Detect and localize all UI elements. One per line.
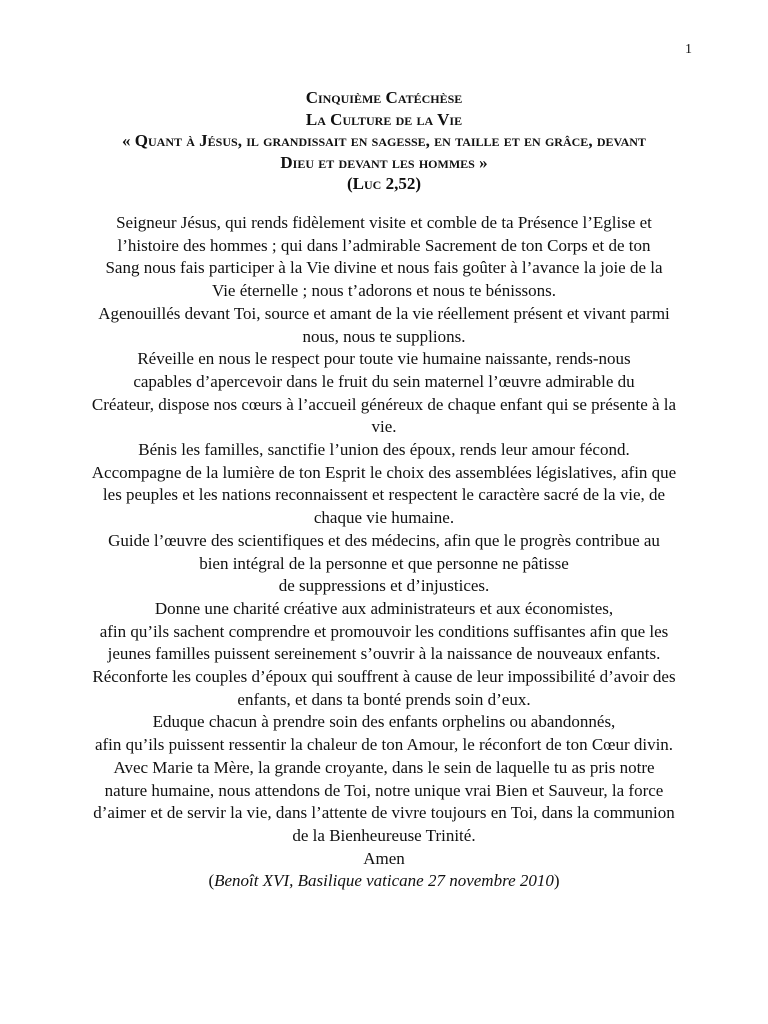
prayer-line: Donne une charité créative aux administrateurs et aux économistes, <box>154 598 614 618</box>
prayer-line: Réconforte les couples d’époux qui souffrent à cause de leur impossibilité d’avoir des <box>92 667 676 687</box>
heading-line-5: (Luc 2,52) <box>347 174 421 193</box>
prayer-line: d’aimer et de servir la vie, dans l’attente de vivre toujours en Toi, dans la communion <box>93 803 675 823</box>
amen-line: Amen <box>363 848 405 868</box>
prayer-line: Bénis les familles, sanctifie l’union des époux, rends leur amour fécond. <box>138 440 630 460</box>
prayer-line: Eduque chacun à prendre soin des enfants orphelins ou abandonnés, <box>152 712 616 732</box>
prayer-line: Sang nous fais participer à la Vie divine et nous fais goûter à l’avance la joie de la <box>105 258 663 278</box>
prayer-line: afin qu’ils puissent ressentir la chaleur de ton Amour, le réconfort de ton Cœur divin. <box>94 735 674 755</box>
prayer-body <box>50 212 718 893</box>
prayer-line: l’histoire des hommes ; qui dans l’admirable Sacrement de ton Corps et de ton <box>117 235 651 255</box>
prayer-line: afin qu’ils sachent comprendre et promouvoir les conditions suffisantes afin que les <box>99 621 669 641</box>
citation-open-paren: ( <box>208 871 215 891</box>
heading-line-2: La Culture de la Vie <box>305 109 463 129</box>
prayer-line: de la Bienheureuse Trinité. <box>292 825 476 845</box>
page-number: 1 <box>685 42 692 57</box>
prayer-line: jeunes familles puissent sereinement s’ouvrir à la naissance de nouveaux enfants. <box>107 644 661 664</box>
prayer-line: enfants, et dans ta bonté prends soin d’eux. <box>237 689 531 709</box>
prayer-line: chaque vie humaine. <box>313 508 455 528</box>
prayer-line: vie. <box>371 417 397 437</box>
catechesis-heading <box>60 87 708 195</box>
citation-close-paren: ) <box>553 871 560 891</box>
prayer-line: Agenouillés devant Toi, source et amant de la vie réellement présent et vivant parmi <box>98 303 670 323</box>
prayer-line: Guide l’œuvre des scientifiques et des médecins, afin que le progrès contribue au <box>108 530 660 550</box>
citation-text: Benoît XVI, Basilique vaticane 27 novembre 2010 <box>214 871 554 891</box>
prayer-line: Vie éternelle ; nous t’adorons et nous te bénissons. <box>211 281 557 301</box>
prayer-line: Créateur, dispose nos cœurs à l’accueil généreux de chaque enfant qui se présente à la <box>91 394 677 414</box>
prayer-line: Accompagne de la lumière de ton Esprit le choix des assemblées législatives, afin que <box>91 462 677 482</box>
heading-line-1: Cinquième Catéchèse <box>305 88 463 107</box>
heading-line-3: « Quant à Jésus, il grandissait en sagesse, en taille et en grâce, devant <box>122 131 646 150</box>
citation <box>50 870 718 893</box>
prayer-line: Seigneur Jésus, qui rends fidèlement visite et comble de ta Présence l’Eglise et <box>116 213 652 232</box>
prayer-line: les peuples et les nations reconnaissent et respectent le caractère sacré de la vie, de <box>102 485 666 505</box>
prayer-line: Avec Marie ta Mère, la grande croyante, dans le sein de laquelle tu as pris notre <box>113 757 655 777</box>
prayer-line: nous, nous te supplions. <box>302 326 466 346</box>
prayer-line: capables d’apercevoir dans le fruit du sein maternel l’œuvre admirable du <box>133 371 635 391</box>
prayer-line: nature humaine, nous attendons de Toi, notre unique vrai Bien et Sauveur, la force <box>104 780 664 800</box>
prayer-line: de suppressions et d’injustices. <box>278 576 490 596</box>
prayer-line: bien intégral de la personne et que personne ne pâtisse <box>199 553 569 573</box>
heading-line-4: Dieu et devant les hommes » <box>280 152 488 172</box>
prayer-line: Réveille en nous le respect pour toute vie humaine naissante, rends-nous <box>137 349 631 369</box>
